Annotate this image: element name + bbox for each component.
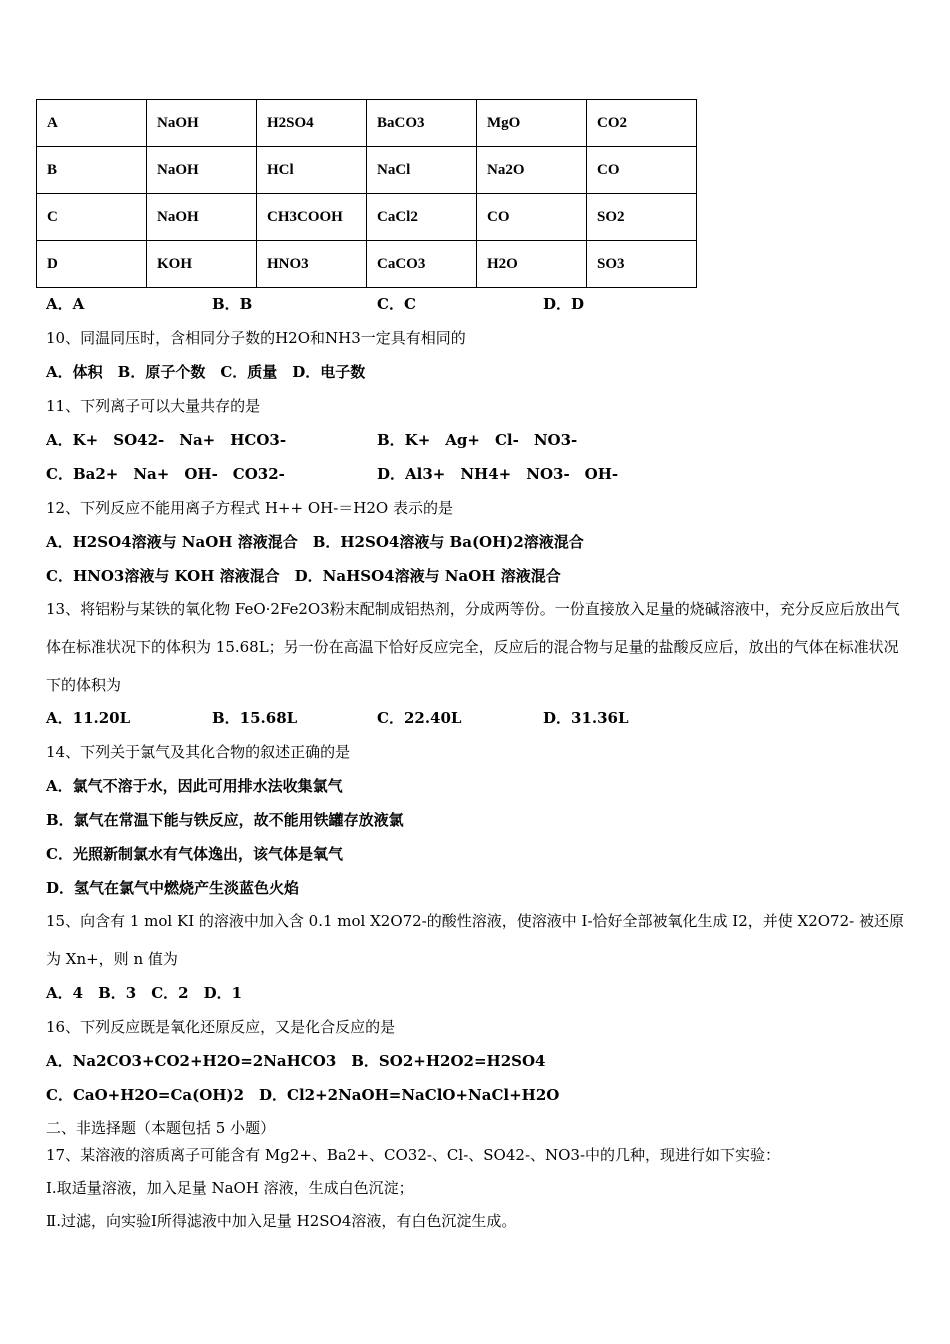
table-cell: CO	[587, 147, 697, 194]
table-cell: SO3	[587, 241, 697, 288]
table-cell: D	[37, 241, 147, 288]
table-cell: A	[37, 100, 147, 147]
q12-options-cd[interactable]: C．HNO3溶液与 KOH 溶液混合 D．NaHSO4溶液与 NaOH 溶液混合	[46, 567, 561, 585]
table-cell: CaCl2	[367, 194, 477, 241]
q13-option-a[interactable]: A．11.20L	[46, 709, 131, 727]
q9-option-b[interactable]: B．B	[212, 295, 253, 313]
q13-option-d[interactable]: D．31.36L	[543, 709, 629, 727]
compound-classification-table	[36, 99, 697, 288]
q17-stem: 17、某溶液的溶质离子可能含有 Mg2+、Ba2+、CO32-、Cl-、SO42-、NO3-中的几种，现进行如下实验：	[46, 1146, 781, 1164]
table-cell: CH3COOH	[257, 194, 367, 241]
table-row	[37, 241, 697, 288]
table-cell: BaCO3	[367, 100, 477, 147]
table-cell: HNO3	[257, 241, 367, 288]
q10-options[interactable]: A．体积 B．原子个数 C．质量 D．电子数	[46, 363, 366, 381]
table-cell: MgO	[477, 100, 587, 147]
table-cell: CO	[477, 194, 587, 241]
table-cell: HCl	[257, 147, 367, 194]
section-title: 二、非选择题（本题包括 5 小题）	[46, 1119, 276, 1137]
q11-stem: 11、下列离子可以大量共存的是	[46, 397, 261, 415]
table-row	[37, 194, 697, 241]
table-cell: NaCl	[367, 147, 477, 194]
table-cell: CO2	[587, 100, 697, 147]
q14-stem: 14、下列关于氯气及其化合物的叙述正确的是	[46, 743, 351, 761]
q14-option-b[interactable]: B．氯气在常温下能与铁反应，故不能用铁罐存放液氯	[46, 811, 404, 829]
q13-stem: 13、将铝粉与某铁的氧化物 FeO·2Fe2O3粉末配制成铝热剂，分成两等份。一份直接放入足量的烧碱溶液中，充分反应后放出气体在标准状况下的体积为 15.68L；另一份在高温下恰好反应完全，反应后的混合物与足量的盐酸反应后，放出的气体在标准状况下的体积为	[46, 600, 900, 694]
table-cell: KOH	[147, 241, 257, 288]
table-cell: NaOH	[147, 147, 257, 194]
table-cell: H2SO4	[257, 100, 367, 147]
q14-option-d[interactable]: D．氢气在氯气中燃烧产生淡蓝色火焰	[46, 879, 300, 897]
table-cell: Na2O	[477, 147, 587, 194]
q11-option-c[interactable]: C．Ba2+ Na+ OH- CO32-	[46, 465, 285, 483]
q11-option-b[interactable]: B．K+ Ag+ Cl- NO3-	[377, 431, 578, 449]
q17-step-1: Ⅰ.取适量溶液，加入足量 NaOH 溶液，生成白色沉淀；	[46, 1179, 414, 1197]
q13-option-b[interactable]: B．15.68L	[212, 709, 298, 727]
q9-option-c[interactable]: C．C	[377, 295, 416, 313]
table-cell: NaOH	[147, 194, 257, 241]
table-cell: C	[37, 194, 147, 241]
q15-options[interactable]: A．4 B．3 C．2 D．1	[46, 984, 243, 1002]
table-cell: H2O	[477, 241, 587, 288]
q16-stem: 16、下列反应既是氧化还原反应，又是化合反应的是	[46, 1018, 396, 1036]
q9-option-a[interactable]: A．A	[46, 295, 85, 313]
q16-options-cd[interactable]: C．CaO+H2O=Ca(OH)2 D．Cl2+2NaOH=NaClO+NaCl+H2O	[46, 1086, 560, 1104]
table-row	[37, 147, 697, 194]
table-cell: SO2	[587, 194, 697, 241]
q12-stem: 12、下列反应不能用离子方程式 H++ OH-＝H2O 表示的是	[46, 499, 453, 517]
q11-option-d[interactable]: D．Al3+ NH4+ NO3- OH-	[377, 465, 619, 483]
table-cell: B	[37, 147, 147, 194]
q11-option-a[interactable]: A．K+ SO42- Na+ HCO3-	[46, 431, 287, 449]
q14-option-c[interactable]: C．光照新制氯水有气体逸出，该气体是氧气	[46, 845, 343, 863]
q17-step-2: Ⅱ.过滤，向实验Ⅰ所得滤液中加入足量 H2SO4溶液，有白色沉淀生成。	[46, 1212, 517, 1230]
table-cell: NaOH	[147, 100, 257, 147]
table-cell: CaCO3	[367, 241, 477, 288]
q10-stem: 10、同温同压时，含相同分子数的H2O和NH3一定具有相同的	[46, 329, 466, 347]
q13-option-c[interactable]: C．22.40L	[377, 709, 462, 727]
table-row	[37, 100, 697, 147]
q16-options-ab[interactable]: A．Na2CO3+CO2+H2O=2NaHCO3 B．SO2+H2O2=H2SO4	[46, 1052, 546, 1070]
q9-option-d[interactable]: D．D	[543, 295, 585, 313]
q14-option-a[interactable]: A．氯气不溶于水，因此可用排水法收集氯气	[46, 777, 343, 795]
q12-options-ab[interactable]: A．H2SO4溶液与 NaOH 溶液混合 B．H2SO4溶液与 Ba(OH)2溶液混合	[46, 533, 584, 551]
q15-stem: 15、向含有 1 mol KI 的溶液中加入含 0.1 mol X2O72-的酸性溶液，使溶液中 I-恰好全部被氧化生成 I2，并使 X2O72- 被还原为 Xn+，则 n 值为	[46, 912, 904, 968]
